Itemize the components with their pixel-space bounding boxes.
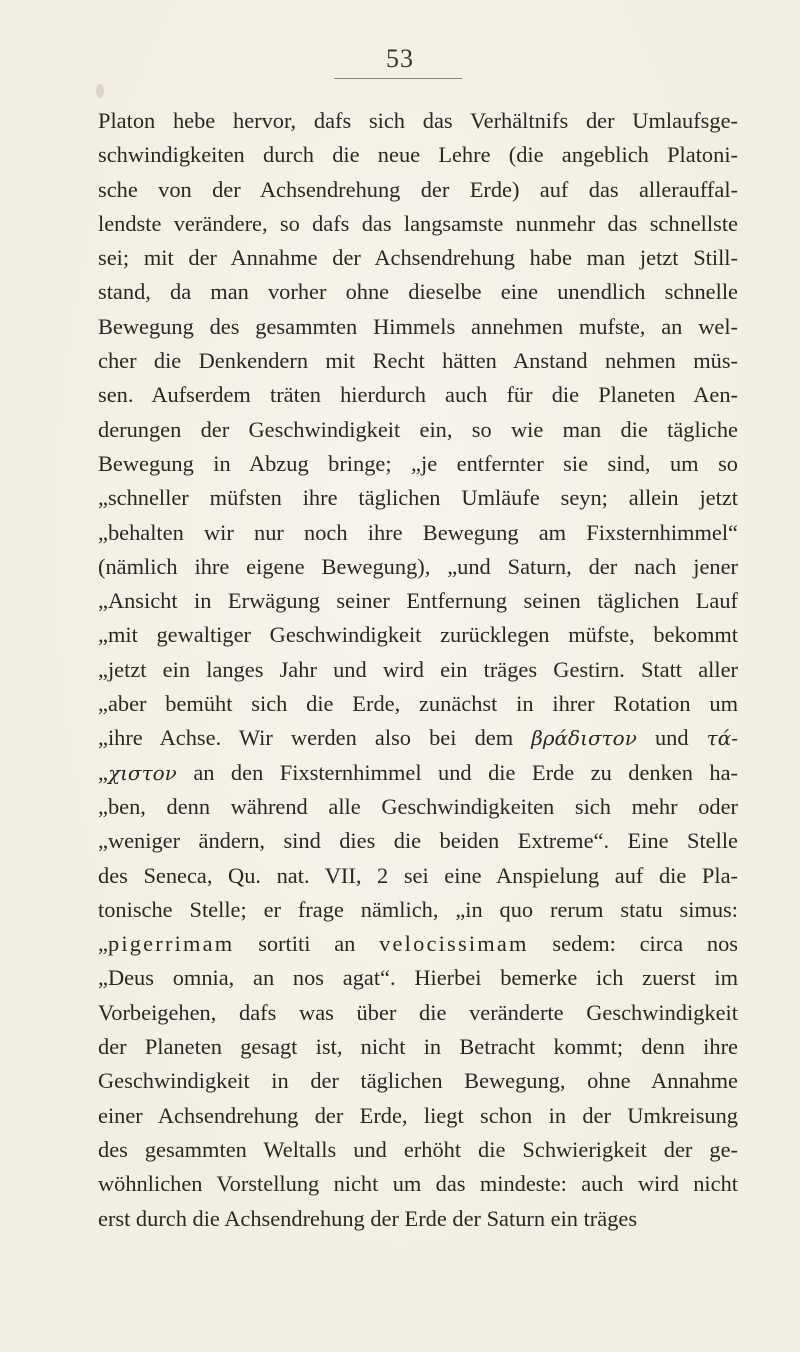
text-line (98, 138, 738, 172)
text-segment: (nämlich ihre eigene Bewegung), „und Saturn, der nach jener (98, 553, 738, 579)
text-segment: „ihre Achse. Wir werden also bei dem (98, 725, 532, 751)
body-text (98, 104, 738, 1236)
text-line (98, 927, 738, 961)
text-segment: „mit gewaltiger Geschwindigkeit zurücklegen müfste, bekommt (98, 622, 738, 648)
text-line (98, 687, 738, 721)
text-segment: erst durch die Achsendrehung der Erde der Saturn ein träges (98, 1205, 638, 1231)
text-segment: des Seneca, Qu. nat. VII, 2 sei eine Anspielung auf die Pla- (98, 862, 738, 888)
text-segment: Geschwindigkeit in der täglichen Bewegung, ohne Annahme (98, 1068, 738, 1094)
text-line (98, 618, 738, 652)
text-segment: einer Achsendrehung der Erde, liegt schon in der Umkreisung (98, 1102, 738, 1128)
text-segment: sortiti an (234, 931, 380, 957)
text-segment: und (636, 725, 707, 751)
text-line (98, 378, 738, 412)
text-segment: „jetzt ein langes Jahr und wird ein träges Gestirn. Statt aller (98, 656, 738, 682)
text-line (98, 447, 738, 481)
text-line (98, 481, 738, 515)
text-segment: derungen der Geschwindigkeit ein, so wie man die tägliche (98, 416, 738, 442)
text-segment: stand, da man vorher ohne dieselbe eine unendlich schnelle (98, 279, 738, 305)
text-line (98, 1064, 738, 1098)
text-segment: an den Fixsternhimmel und die Erde zu denken ha- (176, 759, 738, 785)
text-line (98, 996, 738, 1030)
text-line (98, 104, 738, 138)
text-line (98, 1030, 738, 1064)
text-segment: der Planeten gesagt ist, nicht in Betracht kommt; denn ihre (98, 1034, 738, 1060)
text-segment: sche von der Achsendrehung der Erde) auf das allerauffal- (98, 176, 738, 202)
text-line (98, 1202, 738, 1236)
text-line (98, 893, 738, 927)
text-segment: wöhnlichen Vorstellung nicht um das mindeste: auch wird nicht (98, 1171, 738, 1197)
text-segment: Vorbeigehen, dafs was über die veränderte Geschwindigkeit (98, 999, 738, 1025)
spaced-word: pigerrimam (107, 931, 235, 957)
text-line (98, 756, 738, 790)
text-segment: „ (98, 931, 108, 957)
text-line (98, 516, 738, 550)
text-segment: sei; mit der Annahme der Achsendrehung habe man jetzt Still- (98, 245, 738, 271)
text-line (98, 584, 738, 618)
page-number-rule (334, 78, 462, 79)
text-line (98, 275, 738, 309)
text-segment: schwindigkeiten durch die neue Lehre (die angeblich Platoni- (98, 142, 738, 168)
text-line (98, 310, 738, 344)
text-line (98, 859, 738, 893)
ink-smudge (96, 84, 104, 98)
text-segment: sen. Aufserdem träten hierdurch auch für die Planeten Aen- (98, 382, 738, 408)
text-line (98, 653, 738, 687)
greek-word: βράδιστον (531, 726, 637, 751)
text-line (98, 721, 738, 755)
text-line (98, 1133, 738, 1167)
text-line (98, 1167, 738, 1201)
text-line (98, 173, 738, 207)
greek-word: τά- (706, 726, 738, 751)
text-segment: „aber bemüht sich die Erde, zunächst in ihrer Rotation um (98, 691, 738, 717)
text-segment: Bewegung in Abzug bringe; „je entfernter sie sind, um so (98, 450, 738, 476)
text-segment: Platon hebe hervor, dafs sich das Verhältnifs der Umlaufsge- (98, 108, 738, 133)
text-line (98, 344, 738, 378)
text-segment: „schneller müfsten ihre täglichen Umläufe seyn; allein jetzt (98, 485, 738, 511)
text-segment: des gesammten Weltalls und erhöht die Schwierigkeit der ge- (98, 1136, 738, 1162)
text-segment: „Deus omnia, an nos agat“. Hierbei bemerke ich zuerst im (98, 965, 738, 991)
text-segment: „behalten wir nur noch ihre Bewegung am Fixsternhimmel“ (98, 519, 738, 545)
text-segment: sedem: circa nos (528, 931, 738, 957)
text-segment: „ben, denn während alle Geschwindigkeiten sich mehr oder (98, 793, 738, 819)
greek-word: χιστον (107, 760, 177, 785)
text-segment: cher die Denkendern mit Recht hätten Anstand nehmen müs- (98, 348, 738, 374)
text-segment: „Ansicht in Erwägung seiner Entfernung seinen täglichen Lauf (98, 588, 738, 614)
text-line (98, 550, 738, 584)
spaced-word: velocissimam (379, 931, 529, 957)
text-line (98, 824, 738, 858)
text-segment: tonische Stelle; er frage nämlich, „in quo rerum statu simus: (98, 896, 738, 922)
text-line (98, 207, 738, 241)
text-segment: Bewegung des gesammten Himmels annehmen mufste, an wel- (98, 313, 738, 339)
text-segment: „ (98, 759, 108, 785)
page-number: 53 (386, 44, 414, 73)
text-segment: lendste verändere, so dafs das langsamste nunmehr das schnellste (98, 210, 738, 236)
text-line (98, 961, 738, 995)
text-segment: „weniger ändern, sind dies die beiden Extreme“. Eine Stelle (98, 828, 738, 854)
text-line (98, 413, 738, 447)
text-line (98, 241, 738, 275)
text-line (98, 1099, 738, 1133)
text-line (98, 790, 738, 824)
